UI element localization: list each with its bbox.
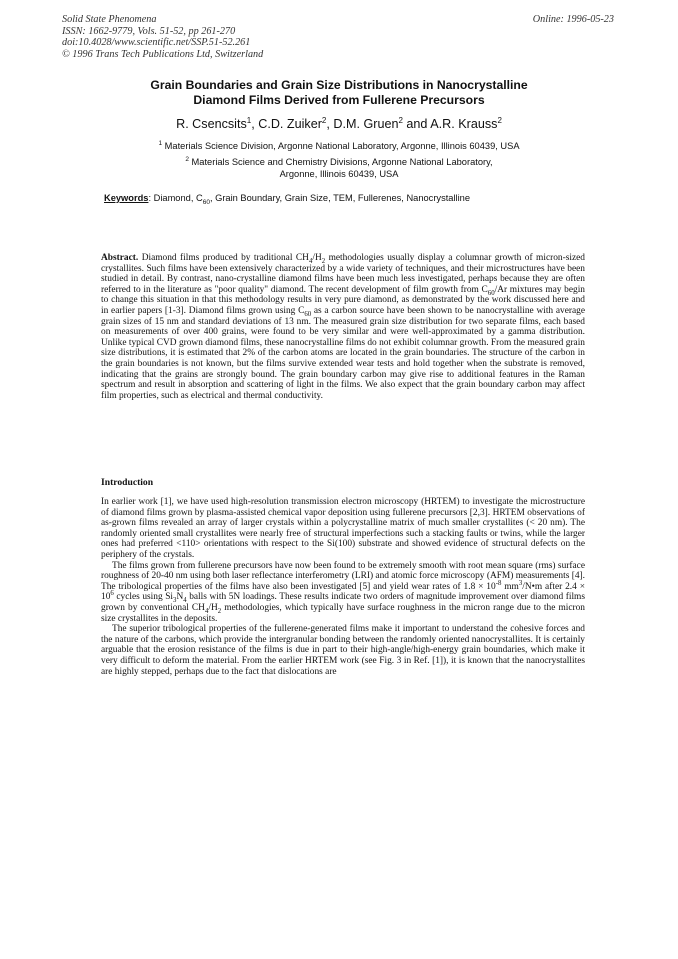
keywords-line [104, 192, 470, 204]
author-name: A.R. Krauss [430, 117, 498, 131]
keywords-label: Keywords [104, 193, 149, 203]
paragraph-text: /N•m after 2.4 × 10 [101, 581, 585, 603]
author-name: R. Csencsits [176, 117, 247, 131]
copyright-line: © 1996 Trans Tech Publications Ltd, Switzerland [62, 48, 264, 60]
paragraph-text: methodologies, which typically have surface roughness in the micron range due to the micron size crystallites in the deposits. [101, 602, 585, 624]
paragraph: In earlier work [1], we have used high-resolution transmission electron microscopy (HRTEM) to investigate the microstructure of diamond films grown by plasma-assisted chemical vapor deposition using fullerene precursors [2,3]. HRTEM observations of as-grown films revealed an array of larger crystals within a polycrystalline matrix of much smaller crystallites (< 20 nm). The randomly oriented small crystallites were nearly free of structural imperfections such a stacking faults or twins, while the larger ones had preferred <110> orientations with respect to the Si(100) substrate and showed evidence of structural defects on the periphery of the crystals. [101, 497, 585, 560]
introduction-body [101, 497, 585, 677]
superscript: -8 [495, 579, 502, 587]
paragraph-text: mm [501, 581, 519, 592]
affiliation-mark: 2 [185, 155, 189, 163]
subscript: 4 [308, 257, 313, 265]
author-separator: , [326, 117, 334, 131]
online-date: Online: 1996-05-23 [532, 14, 614, 25]
abstract-text: /H [312, 253, 322, 263]
paragraph-text: cycles using Si [113, 592, 174, 603]
abstract-text: as a carbon source have been shown to be nanocrystalline with average grain sizes of 15 nm and standard deviations of 13 nm. The measured grain size distribution for two separate films, each based on measurements of over 400 grains, were found to be very similar and were well-approximated by a gamma distribution. Unlike typical CVD grown diamond films, these nanocrystalline films do not exhibit columnar growth. From the measured grain size distributions, it is estimated that 2% of the carbon atoms are located in the grain boundaries. The structure of the carbon in the grain boundaries is not known, but the films survive extended wear tests and hold together when the substrate is removed, indicating that the grains are strongly bound. The grain boundary carbon may give rise to additional features in the Raman spectrum and result in absorption and scattering of light in the films. We also expect that the grain boundary carbon may affect film properties, such as electrical and thermal conductivity. [101, 305, 585, 401]
author-affiliation-mark: 1 [246, 115, 252, 125]
paper-title [100, 78, 578, 108]
subscript: 2 [217, 607, 222, 615]
author-name: D.M. Gruen [333, 117, 399, 131]
paragraph-text: The films grown from fullerene precursors have now been found to be extremely smooth with root mean square (rms) surface roughness of 20-40 nm using both laser reflectance interferometry (LRI) and atomic force microscopy (AFM) measurements [4]. The tribological properties of the films have also been investigated [5] and yield wear rates of 1.8 × 10 [101, 560, 585, 592]
keywords-subscript: 60 [202, 198, 210, 206]
superscript: 3 [518, 579, 523, 587]
author-separator: , [251, 117, 259, 131]
superscript: 6 [110, 590, 114, 598]
author-list [100, 116, 578, 132]
affiliation-text: Materials Science and Chemistry Divisions, Argonne National Laboratory, [188, 157, 493, 167]
journal-header [62, 14, 263, 60]
paragraph-text: /H [208, 602, 218, 613]
paragraph: The superior tribological properties of the fullerene-generated films make it important to understand the cohesive forces and the nature of the carbons, which provide the intergranular bonding between the randomly oriented nanocrystallites. It is certainly arguable that the erosion resistance of the films is due in part to their high-angle/high-energy grain boundaries, which make it very difficult to deform the material. From the earlier HRTEM work (see Fig. 3 in Ref. [1]), it is known that the nanocrystallites are highly stepped, perhaps due to the fact that dislocations are [101, 624, 585, 677]
affiliation-mark: 1 [158, 139, 163, 147]
abstract [101, 253, 585, 401]
abstract-text: /Ar mixtures may begin to change this situation in that this methodology results in very pure diamond, as demonstrated by the work discussed here and in earlier papers [1-3]. Diamond films grown using C [101, 284, 585, 316]
subscript: 2 [321, 257, 326, 265]
keywords-colon: : [148, 193, 152, 203]
affiliation-text: Materials Science Division, Argonne National Laboratory, Argonne, Illinois 60439, USA [162, 141, 520, 151]
subscript: 60 [487, 289, 495, 297]
doi-line: doi:10.4028/www.scientific.net/SSP.51-52.261 [62, 37, 251, 48]
subscript: 3 [173, 597, 177, 605]
abstract-text: Diamond films produced by traditional CH [138, 253, 309, 263]
author-name: C.D. Zuiker [258, 117, 322, 131]
abstract-label: Abstract. [101, 253, 139, 263]
author-affiliation-mark: 2 [398, 115, 403, 125]
subscript: 4 [204, 607, 209, 615]
paragraph-text: balls with 5N loadings. These results indicate two orders of magnitude improvement over diamond films grown by conventional CH [101, 592, 585, 613]
abstract-text: methodologies usually display a columnar growth of micron-sized crystallites. Such films have been extensively characterized by a wide variety of techniques, and their microstructures have been studied in detail. By contrast, nano-crystalline diamond films have been much less investigated, perhaps because they are often referred to in the literature as "poor quality" diamond. The recent development of film growth from C [101, 253, 585, 295]
keywords-text: Diamond, C [151, 193, 203, 203]
affiliation-2 [60, 156, 618, 180]
subscript: 4 [183, 597, 187, 605]
author-affiliation-mark: 2 [497, 115, 502, 125]
journal-name: Solid State Phenomena [62, 14, 157, 25]
keywords-text: , Grain Boundary, Grain Size, TEM, Fullerenes, Nanocrystalline [209, 193, 471, 203]
issn-line: ISSN: 1662-9779, Vols. 51-52, pp 261-270 [62, 25, 236, 37]
author-separator: and [402, 117, 431, 131]
affiliation-text: Argonne, Illinois 60439, USA [279, 169, 399, 179]
paragraph-text: N [176, 592, 184, 603]
title-line-1: Grain Boundaries and Grain Size Distributions in Nanocrystalline [150, 78, 528, 92]
subscript: 60 [304, 310, 312, 318]
section-heading-introduction: Introduction [101, 477, 154, 488]
author-affiliation-mark: 2 [321, 115, 327, 125]
title-line-2: Diamond Films Derived from Fullerene Precursors [193, 93, 485, 107]
paragraph [101, 561, 585, 625]
affiliation-1 [60, 140, 618, 152]
